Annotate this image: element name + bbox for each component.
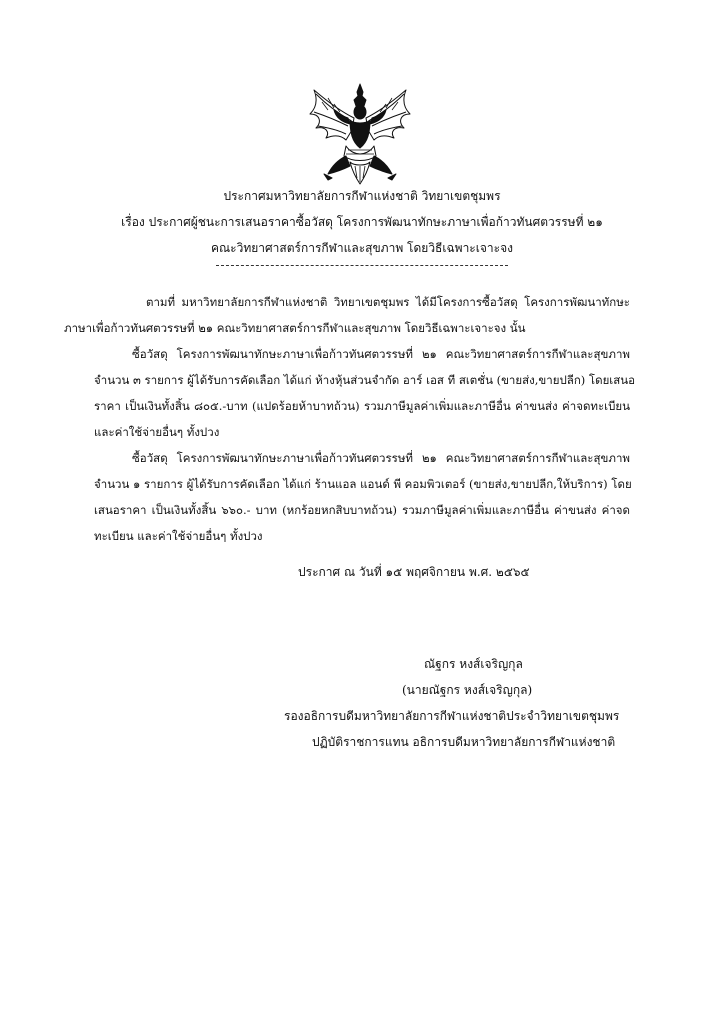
paragraph-1-line-2: ภาษาเพื่อก้าวทันศตวรรษที่ ๒๑ คณะวิทยาศาสตร์การกีฬาและสุขภาพ โดยวิธีเฉพาะเจาะจง นั้น: [64, 321, 526, 335]
paragraph-2-line-2: จำนวน ๓ รายการ ผู้ได้รับการคัดเลือก ได้แก่ ห้างหุ้นส่วนจำกัด อาร์ เอส ที สเตชั่น (ขายส่ง,ขายปลีก) โดยเสนอ: [94, 373, 636, 387]
announcement-date: ประกาศ ณ วันที่ ๑๕ พฤศจิกายน พ.ศ. ๒๕๖๕: [298, 565, 530, 579]
paragraph-1-line-1: ตามที่ มหาวิทยาลัยการกีฬาแห่งชาติ วิทยาเขตชุมพร ได้มีโครงการซื้อวัสดุ โครงการพัฒนาทักษะ: [146, 295, 630, 309]
paragraph-2-line-3: ราคา เป็นเงินทั้งสิ้น ๘๐๕.-บาท (แปดร้อยห้าบาทถ้วน) รวมภาษีมูลค่าเพิ่มและภาษีอื่น ค่าขนส่ง ค่าจดทะเบียน: [94, 399, 630, 413]
signatory-acting-title: ปฏิบัติราชการแทน อธิการบดีมหาวิทยาลัยการกีฬาแห่งชาติ: [312, 735, 616, 749]
signatory-full-name: (นายณัฐกร หงส์เจริญกุล): [402, 683, 533, 697]
signature-name: ณัฐกร หงส์เจริญกุล: [424, 657, 523, 671]
header-divider: [216, 265, 508, 266]
paragraph-3-line-4: ทะเบียน และค่าใช้จ่ายอื่นๆ ทั้งปวง: [94, 529, 263, 543]
paragraph-3-line-1: ซื้อวัสดุ โครงการพัฒนาทักษะภาษาเพื่อก้าวทันศตวรรษที่ ๒๑ คณะวิทยาศาสตร์การกีฬาและสุขภาพ: [132, 451, 630, 465]
garuda-emblem-icon: [306, 82, 414, 186]
paragraph-3-line-2: จำนวน ๑ รายการ ผู้ได้รับการคัดเลือก ได้แก่ ร้านแอล แอนด์ พี คอมพิวเตอร์ (ขายส่ง,ขายปลีก,ให้บริการ) โดย: [94, 477, 632, 491]
announcement-heading: ประกาศมหาวิทยาลัยการกีฬาแห่งชาติ วิทยาเขตชุมพร: [223, 189, 501, 203]
announcement-subject: เรื่อง ประกาศผู้ชนะการเสนอราคาซื้อวัสดุ โครงการพัฒนาทักษะภาษาเพื่อก้าวทันศตวรรษที่ ๒๑: [121, 215, 603, 229]
paragraph-2-line-1: ซื้อวัสดุ โครงการพัฒนาทักษะภาษาเพื่อก้าวทันศตวรรษที่ ๒๑ คณะวิทยาศาสตร์การกีฬาและสุขภาพ: [132, 347, 630, 361]
signatory-title: รองอธิการบดีมหาวิทยาลัยการกีฬาแห่งชาติประจำวิทยาเขตชุมพร: [284, 709, 620, 723]
announcement-subject-continued: คณะวิทยาศาสตร์การกีฬาและสุขภาพ โดยวิธีเฉพาะเจาะจง: [211, 241, 513, 255]
paragraph-2-line-4: และค่าใช้จ่ายอื่นๆ ทั้งปวง: [94, 425, 220, 439]
paragraph-3-line-3: เสนอราคา เป็นเงินทั้งสิ้น ๖๖๐.- บาท (หกร้อยหกสิบบาทถ้วน) รวมภาษีมูลค่าเพิ่มและภาษีอื่น ค่าขนส่ง ค่าจด: [94, 503, 630, 517]
